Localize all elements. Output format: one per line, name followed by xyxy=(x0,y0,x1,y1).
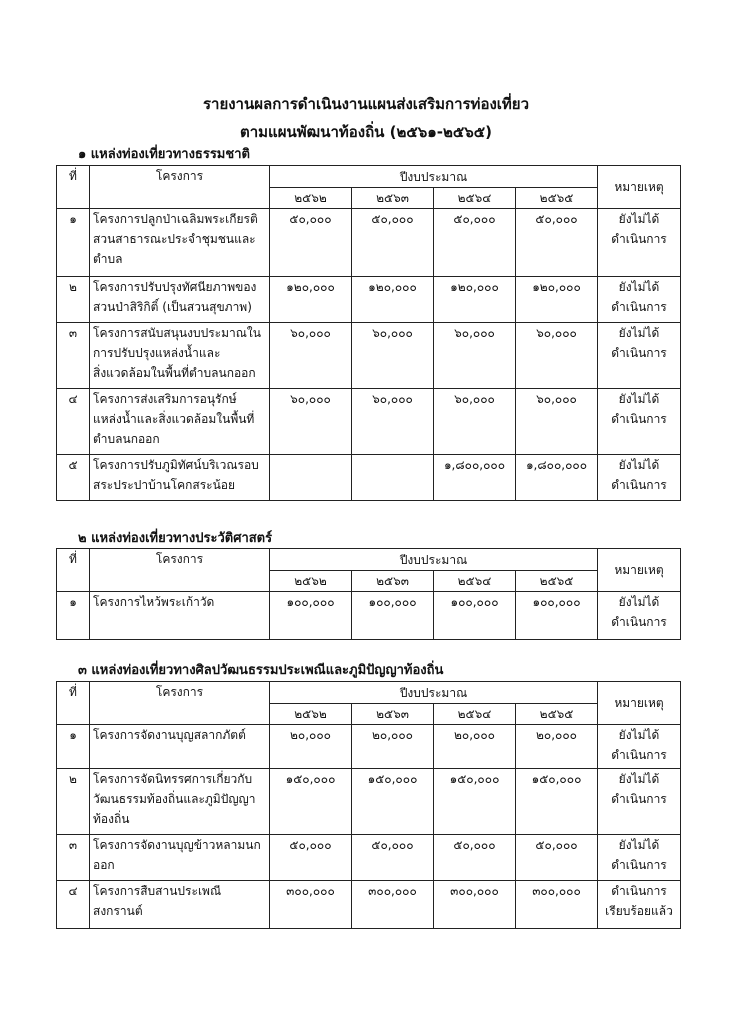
status-note xyxy=(598,277,681,323)
budget-value: ๓๐๐,๐๐๐ xyxy=(270,881,352,929)
text-line: ยังไม่ได้ xyxy=(618,326,660,340)
header-note: หมายเหตุ xyxy=(598,166,681,209)
header-year: ๒๕๖๒ xyxy=(270,704,352,725)
text-line: ดำเนินการ xyxy=(611,300,667,314)
budget-value: ๑๐๐,๐๐๐ xyxy=(270,592,352,640)
project-name xyxy=(90,769,270,835)
section-title: ๒ แหล่งท่องเที่ยวทางประวัติศาสตร์ xyxy=(78,531,273,546)
text-line: โครงการจัดงานบุญสลากภัตต์ xyxy=(93,728,246,742)
text-line: ดำเนินการ xyxy=(611,478,667,492)
header-no: ที่ xyxy=(57,682,90,725)
budget-value: ๕๐,๐๐๐ xyxy=(352,209,434,277)
text-line: ยังไม่ได้ xyxy=(618,212,660,226)
text-line: ดำเนินการ xyxy=(611,884,667,898)
text-line: ตำบล xyxy=(93,252,123,266)
text-line: การปรับปรุงแหล่งน้ำและ xyxy=(93,346,221,360)
budget-value xyxy=(270,455,352,501)
header-year: ๒๕๖๓ xyxy=(352,704,434,725)
budget-value: ๖๐,๐๐๐ xyxy=(270,389,352,455)
header-year: ๒๕๖๕ xyxy=(516,571,598,592)
text-line: แหล่งน้ำและสิ่งแวดล้อมในพื้นที่ xyxy=(93,412,255,426)
budget-value: ๖๐,๐๐๐ xyxy=(352,389,434,455)
header-year: ๒๕๖๕ xyxy=(516,188,598,209)
text-line: สวนป่าสิริกิติ์ (เป็นสวนสุขภาพ) xyxy=(93,300,252,314)
text-line: โครงการส่งเสริมการอนุรักษ์ xyxy=(93,392,237,406)
header-year: ๒๕๖๔ xyxy=(434,571,516,592)
status-note xyxy=(598,209,681,277)
text-line: ดำเนินการ xyxy=(611,412,667,426)
budget-value: ๑๕๐,๐๐๐ xyxy=(352,769,434,835)
text-line: โครงการจัดนิทรรศการเกี่ยวกับ xyxy=(93,772,253,786)
table-row xyxy=(57,323,681,389)
budget-table xyxy=(56,548,681,640)
document-subtitle: ตามแผนพัฒนาท้องถิ่น (๒๕๖๑-๒๕๖๕) xyxy=(240,123,492,141)
row-number: ๒ xyxy=(57,769,90,835)
text-line: สระประปาบ้านโคกสระน้อย xyxy=(93,478,236,492)
header-year: ๒๕๖๓ xyxy=(352,188,434,209)
row-number: ๔ xyxy=(57,881,90,929)
header-no: ที่ xyxy=(57,549,90,592)
text-line: โครงการปลูกป่าเฉลิมพระเกียรติ xyxy=(93,212,258,226)
status-note xyxy=(598,725,681,769)
header-year: ๒๕๖๕ xyxy=(516,704,598,725)
text-line: ยังไม่ได้ xyxy=(618,392,660,406)
budget-value: ๖๐,๐๐๐ xyxy=(434,323,516,389)
text-line: ยังไม่ได้ xyxy=(618,458,660,472)
text-line: ดำเนินการ xyxy=(611,748,667,762)
status-note xyxy=(598,835,681,881)
budget-table xyxy=(56,681,681,929)
budget-value: ๑๒๐,๐๐๐ xyxy=(270,277,352,323)
budget-value: ๖๐,๐๐๐ xyxy=(270,323,352,389)
text-line: สิ่งแวดล้อมในพื้นที่ตำบลนกออก xyxy=(93,366,256,380)
row-number: ๔ xyxy=(57,389,90,455)
row-number: ๑ xyxy=(57,725,90,769)
project-name xyxy=(90,277,270,323)
text-line: ออก xyxy=(93,858,115,872)
status-note xyxy=(598,323,681,389)
budget-value: ๖๐,๐๐๐ xyxy=(516,389,598,455)
text-line: สวนสาธารณะประจำชุมชนและ xyxy=(93,232,256,246)
table-row xyxy=(57,592,681,640)
budget-value: ๕๐,๐๐๐ xyxy=(270,209,352,277)
budget-value: ๑๕๐,๐๐๐ xyxy=(516,769,598,835)
text-line: โครงการปรับปรุงทัศนียภาพของ xyxy=(93,280,257,294)
text-line: ยังไม่ได้ xyxy=(618,595,660,609)
budget-value: ๑๐๐,๐๐๐ xyxy=(516,592,598,640)
text-line: เรียบร้อยแล้ว xyxy=(605,904,673,918)
project-name xyxy=(90,209,270,277)
status-note xyxy=(598,769,681,835)
document-title: รายงานผลการดำเนินงานแผนส่งเสริมการท่องเที่ยว xyxy=(202,95,530,113)
row-number: ๓ xyxy=(57,835,90,881)
text-line: ดำเนินการ xyxy=(611,792,667,806)
status-note xyxy=(598,389,681,455)
header-note: หมายเหตุ xyxy=(598,682,681,725)
budget-value: ๑๒๐,๐๐๐ xyxy=(516,277,598,323)
header-project: โครงการ xyxy=(90,166,270,209)
text-line: ดำเนินการ xyxy=(611,858,667,872)
budget-value: ๒๐,๐๐๐ xyxy=(516,725,598,769)
table-row xyxy=(57,725,681,769)
budget-value: ๕๐,๐๐๐ xyxy=(270,835,352,881)
project-name xyxy=(90,881,270,929)
status-note xyxy=(598,455,681,501)
budget-value: ๖๐,๐๐๐ xyxy=(516,323,598,389)
section-title: ๓ แหล่งท่องเที่ยวทางศิลปวัฒนธรรมประเพณีและภูมิปัญญาท้องถิ่น xyxy=(78,663,444,678)
budget-value: ๒๐,๐๐๐ xyxy=(434,725,516,769)
header-note: หมายเหตุ xyxy=(598,549,681,592)
table-row xyxy=(57,455,681,501)
budget-value: ๑๒๐,๐๐๐ xyxy=(434,277,516,323)
text-line: ยังไม่ได้ xyxy=(618,728,660,742)
text-line: โครงการไหว้พระเก้าวัด xyxy=(93,595,215,609)
budget-value: ๒๐,๐๐๐ xyxy=(270,725,352,769)
budget-value: ๑๒๐,๐๐๐ xyxy=(352,277,434,323)
project-name xyxy=(90,725,270,769)
text-line: ยังไม่ได้ xyxy=(618,838,660,852)
table-row xyxy=(57,277,681,323)
text-line: โครงการปรับภูมิทัศน์บริเวณรอบ xyxy=(93,458,259,472)
row-number: ๕ xyxy=(57,455,90,501)
budget-value xyxy=(352,455,434,501)
project-name xyxy=(90,389,270,455)
project-name xyxy=(90,323,270,389)
text-line: โครงการสนับสนุนงบประมาณใน xyxy=(93,326,261,340)
row-number: ๑ xyxy=(57,592,90,640)
text-line: ดำเนินการ xyxy=(611,615,667,629)
header-project: โครงการ xyxy=(90,549,270,592)
text-line: วัฒนธรรมท้องถิ่นและภูมิปัญญา xyxy=(93,792,256,806)
status-note xyxy=(598,592,681,640)
text-line: ยังไม่ได้ xyxy=(618,280,660,294)
section-title: ๑ แหล่งท่องเที่ยวทางธรรมชาติ xyxy=(78,147,250,162)
text-line: สงกรานต์ xyxy=(93,904,143,918)
header-year: ๒๕๖๔ xyxy=(434,188,516,209)
budget-value: ๖๐,๐๐๐ xyxy=(434,389,516,455)
budget-value: ๕๐,๐๐๐ xyxy=(516,209,598,277)
table-row xyxy=(57,835,681,881)
header-no: ที่ xyxy=(57,166,90,209)
budget-value: ๑๐๐,๐๐๐ xyxy=(434,592,516,640)
text-line: โครงการสืบสานประเพณี xyxy=(93,884,222,898)
row-number: ๑ xyxy=(57,209,90,277)
header-budget: ปีงบประมาณ xyxy=(270,682,598,704)
header-year: ๒๕๖๔ xyxy=(434,704,516,725)
budget-value: ๓๐๐,๐๐๐ xyxy=(434,881,516,929)
text-line: ท้องถิ่น xyxy=(93,812,130,826)
table-row xyxy=(57,389,681,455)
header-year: ๒๕๖๒ xyxy=(270,188,352,209)
budget-table xyxy=(56,165,681,501)
budget-value: ๖๐,๐๐๐ xyxy=(352,323,434,389)
table-row xyxy=(57,769,681,835)
budget-value: ๕๐,๐๐๐ xyxy=(352,835,434,881)
row-number: ๒ xyxy=(57,277,90,323)
text-line: โครงการจัดงานบุญข้าวหลามนก xyxy=(93,838,261,852)
budget-value: ๑๕๐,๐๐๐ xyxy=(270,769,352,835)
text-line: ดำเนินการ xyxy=(611,346,667,360)
text-line: ดำเนินการ xyxy=(611,232,667,246)
budget-value: ๓๐๐,๐๐๐ xyxy=(352,881,434,929)
row-number: ๓ xyxy=(57,323,90,389)
header-project: โครงการ xyxy=(90,682,270,725)
header-year: ๒๕๖๒ xyxy=(270,571,352,592)
project-name xyxy=(90,592,270,640)
budget-value: ๓๐๐,๐๐๐ xyxy=(516,881,598,929)
text-line: ตำบลนกออก xyxy=(93,432,160,446)
project-name xyxy=(90,455,270,501)
budget-value: ๑,๘๐๐,๐๐๐ xyxy=(516,455,598,501)
budget-value: ๕๐,๐๐๐ xyxy=(434,835,516,881)
budget-value: ๑๐๐,๐๐๐ xyxy=(352,592,434,640)
header-budget: ปีงบประมาณ xyxy=(270,166,598,188)
budget-value: ๕๐,๐๐๐ xyxy=(516,835,598,881)
budget-value: ๑,๘๐๐,๐๐๐ xyxy=(434,455,516,501)
table-row xyxy=(57,881,681,929)
budget-value: ๕๐,๐๐๐ xyxy=(434,209,516,277)
table-row xyxy=(57,209,681,277)
header-budget: ปีงบประมาณ xyxy=(270,549,598,571)
project-name xyxy=(90,835,270,881)
budget-value: ๒๐,๐๐๐ xyxy=(352,725,434,769)
text-line: ยังไม่ได้ xyxy=(618,772,660,786)
status-note xyxy=(598,881,681,929)
budget-value: ๑๕๐,๐๐๐ xyxy=(434,769,516,835)
header-year: ๒๕๖๓ xyxy=(352,571,434,592)
